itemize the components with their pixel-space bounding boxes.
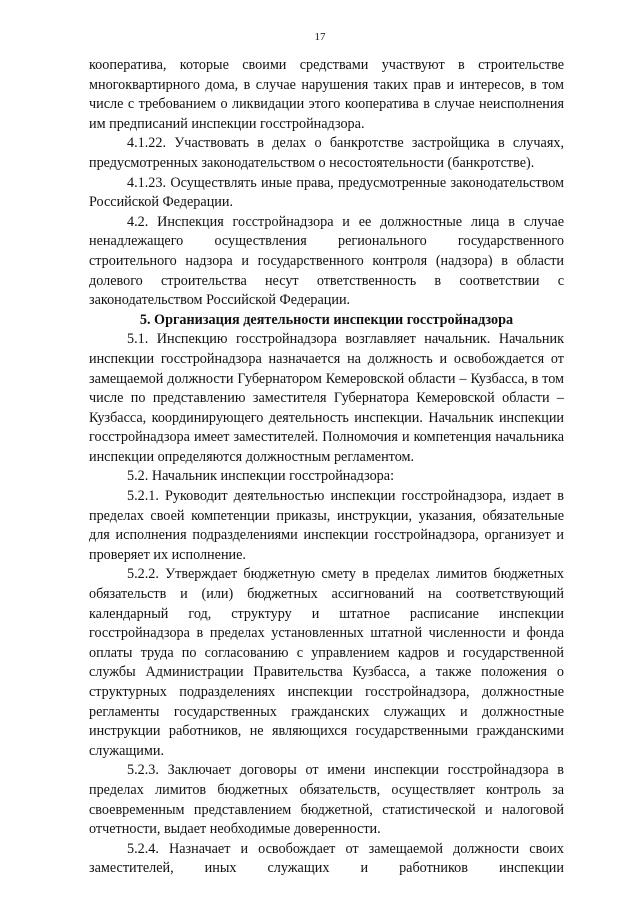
paragraph-5-2-1: 5.2.1. Руководит деятельностью инспекции госстройнадзора, издает в пределах своей компетенции приказы, инструкции, указания, обязательные для исполнения подразделениями инспекции госстройнадзора, организует и проверяет их исполнение. — [89, 488, 564, 563]
paragraph-5-1: 5.1. Инспекцию госстройнадзора возглавляет начальник. Начальник инспекции госстройнадзора назначается на должность и освобождается от замещаемой должности Губернатором Кемеровской области – Кузбасса, в том числе по представлению заместителя Губернатора Кемеровской области – Кузбасса, координирующего деятельность инспекции. Начальник инспекции госстройнадзора имеет заместителей. Полномочия и компетенция начальника инспекции определяются должностным регламентом. — [89, 331, 564, 465]
document-body — [89, 56, 564, 879]
section-title: 5. Организация деятельности инспекции госстройнадзора — [139, 311, 514, 328]
paragraph-4-2: 4.2. Инспекция госстройнадзора и ее должностные лица в случае ненадлежащего осуществления регионального государственного строительного надзора и государственного контроля (надзора) в области долевого строительства несут ответственность в соответствии с законодательством Российской Федерации. — [89, 213, 564, 309]
page-number: 17 — [314, 31, 326, 43]
paragraph-5-2: 5.2. Начальник инспекции госстройнадзора: — [127, 468, 395, 485]
paragraph-4-1-22: 4.1.22. Участвовать в делах о банкротстве застройщика в случаях, предусмотренных законодательством о несостоятельности (банкротстве). — [89, 135, 564, 171]
paragraph-5-2-2: 5.2.2. Утверждает бюджетную смету в пределах лимитов бюджетных обязательств и (или) бюджетных ассигнований на соответствующий календарный год, структуру и штатное расписание инспекции госстройнадзора в пределах установленных штатной численности и фонда оплаты труда по согласованию с управлением кадров и государственной службы Администрации Правительства Кузбасса, а также положения о структурных подразделениях инспекции госстройнадзора, должностные регламенты государственных гражданских служащих и должностные инструкции работников, не являющихся государственными гражданскими служащими. — [89, 566, 564, 759]
paragraph-4-1-23: 4.1.23. Осуществлять иные права, предусмотренные законодательством Российской Федерации. — [89, 174, 564, 211]
paragraph-5-2-4: 5.2.4. Назначает и освобождает от замещаемой должности своих заместителей, иных служащих и работников инспекции — [89, 840, 564, 877]
paragraph-cooperative-rights: кооператива, которые своими средствами участвуют в строительстве многоквартирного дома, в случае нарушения таких прав и интересов, в том числе с требованием о ликвидации этого кооператива в случае неисполнения им предписаний инспекции госстройнадзора. — [89, 57, 564, 132]
paragraph-5-2-3: 5.2.3. Заключает договоры от имени инспекции госстройнадзора в пределах лимитов бюджетных обязательств, осуществляет контроль за своевременным представлением бюджетной, статистической и налоговой отчетности, выдает необходимые доверенности. — [89, 762, 564, 838]
